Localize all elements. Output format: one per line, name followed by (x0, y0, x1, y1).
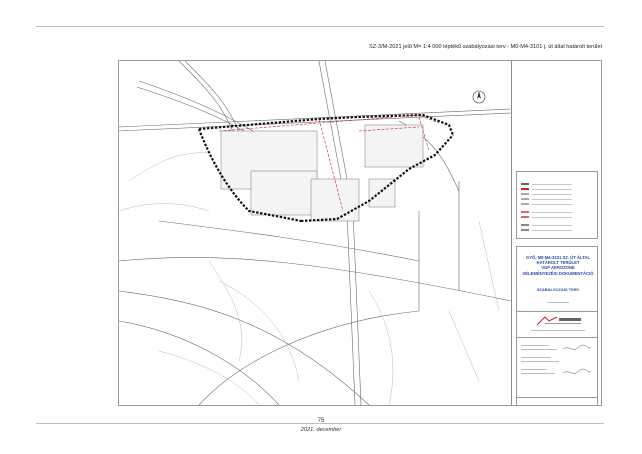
designer-entry (521, 373, 555, 374)
legend-row (521, 228, 595, 232)
company-logo-icon (535, 315, 583, 327)
scale-note (547, 302, 569, 303)
company-address (531, 330, 585, 331)
project-info (516, 246, 598, 406)
legend-row (521, 182, 595, 186)
header-rule (36, 26, 604, 27)
project-title-line: VGP AEROZONE (541, 265, 575, 271)
site-map (119, 61, 511, 405)
project-title-line: VÉLEMÉNYEZÉSI DOKUMENTÁCIÓ (522, 270, 594, 276)
plan-type: SZABÁLYOZÁSI TERV (536, 287, 580, 292)
designer-entry (521, 349, 557, 350)
legend-row (521, 202, 595, 206)
north-arrow-icon (473, 91, 485, 103)
page-number: 75 (317, 418, 325, 424)
designer-entry (521, 361, 559, 362)
designer-entry (521, 345, 549, 346)
legend-row (521, 187, 595, 191)
signature-icon (561, 343, 593, 379)
project-title-line: HATÁROLT TERÜLET (536, 260, 580, 266)
page-date: 2021. december (300, 427, 342, 433)
legend-row (521, 210, 595, 214)
divider (517, 397, 597, 398)
plan-sheet (118, 60, 602, 406)
project-title (519, 255, 597, 276)
legend-row (521, 192, 595, 196)
designer-entry (521, 369, 547, 370)
building-footprints (221, 125, 423, 221)
legend-row (521, 215, 595, 219)
title-block (511, 61, 601, 405)
project-title-line: GYŐ, M0-M4-3101 SZ. ÚT ÁLTAL (525, 255, 591, 260)
divider (517, 311, 597, 312)
legend (516, 171, 598, 239)
road-network (119, 61, 511, 405)
legend-row (521, 223, 595, 227)
designer-entry (521, 357, 551, 358)
legend-row (521, 197, 595, 201)
divider (517, 337, 597, 338)
document-caption: SZ-3/M-2021 jelű M= 1:4 000 léptékű szabályozási terv - M0-M4-3101 j. út által határolt terület (368, 44, 602, 50)
